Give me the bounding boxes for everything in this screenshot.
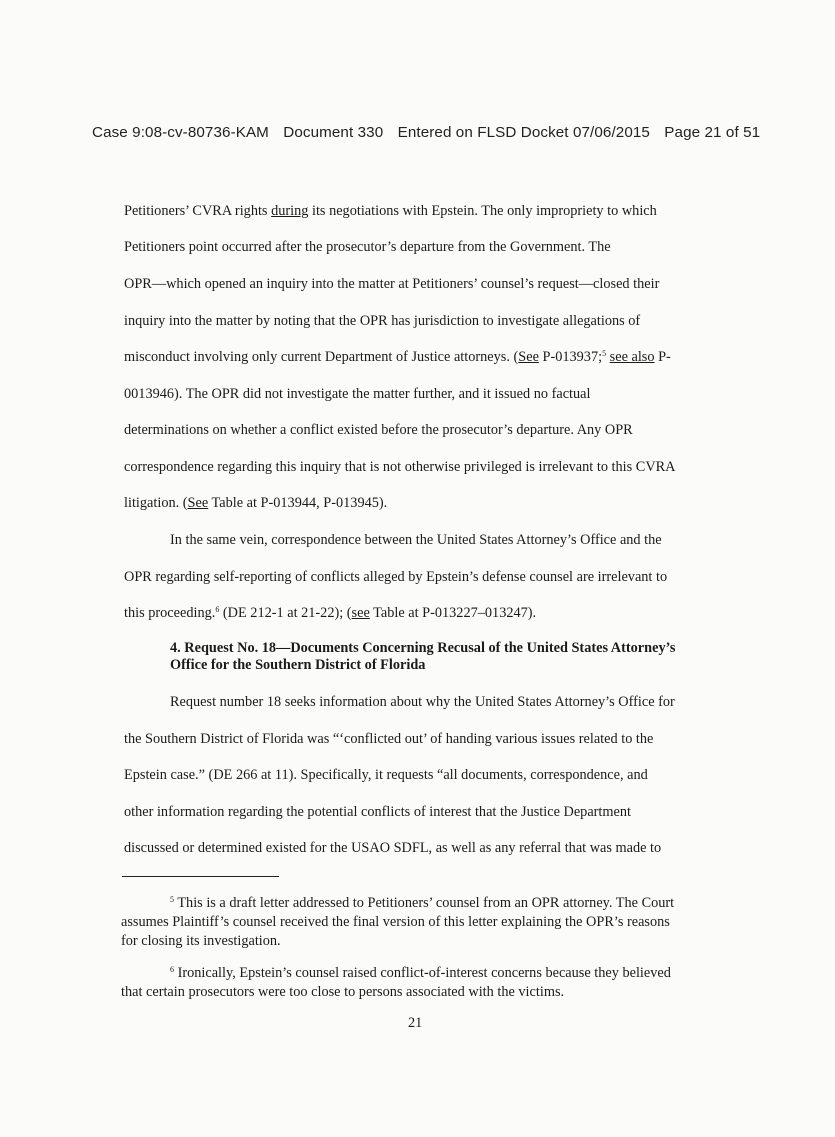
text-line (124, 604, 536, 622)
citation-signal: See (518, 349, 539, 365)
text-span: Petitioners’ CVRA rights (124, 203, 272, 219)
footnote-line (170, 894, 674, 912)
heading-line: 4. Request No. 18—Documents Concerning Recusal of the United States Attorney’s (170, 640, 676, 656)
document-number: Document 330 (283, 124, 384, 141)
text-line: determinations on whether a conflict existed before the prosecutor’s departure. Any OPR (124, 422, 633, 438)
text-line: Request number 18 seeks information about why the United States Attorney’s Office for (170, 694, 675, 710)
text-span: (DE 212-1 at 21-22); ( (219, 605, 352, 621)
footnote-number: 6 (170, 965, 174, 974)
footnote-line (170, 964, 671, 982)
text-span: Table at P-013227–013247). (369, 605, 537, 621)
footnote-ref: 6 (215, 605, 220, 614)
text-span: This is a draft letter addressed to Petitioners’ counsel from an OPR attorney. The Court (177, 895, 675, 911)
heading-line: Office for the Southern District of Florida (170, 657, 426, 673)
citation-signal: see (351, 605, 370, 621)
underlined-text: during (271, 203, 309, 219)
text-span: Ironically, Epstein’s counsel raised conflict-of-interest concerns because they believed (177, 965, 671, 981)
text-span: Table at P-013944, P-013945). (208, 495, 388, 511)
text-line: OPR—which opened an inquiry into the matter at Petitioners’ counsel’s request—closed their (124, 276, 660, 292)
case-number: Case 9:08-cv-80736-KAM (92, 124, 269, 141)
page-number: 21 (408, 1015, 423, 1031)
citation-signal: see also (609, 349, 655, 365)
footnote-number: 5 (170, 895, 174, 904)
text-line: correspondence regarding this inquiry that is not otherwise privileged is irrelevant to this CVRA (124, 459, 676, 475)
text-span: P- (654, 349, 671, 365)
text-line: Petitioners point occurred after the prosecutor’s departure from the Government. The (124, 239, 611, 255)
section-heading (170, 640, 675, 674)
text-span: misconduct involving only current Department of Justice attorneys. ( (124, 349, 519, 365)
text-line: 0013946). The OPR did not investigate the matter further, and it issued no factual (124, 386, 591, 402)
text-line: Epstein case.” (DE 266 at 11). Specifically, it requests “all documents, correspondence, and (124, 767, 648, 783)
text-span: its negotiations with Epstein. The only impropriety to which (308, 203, 657, 219)
text-span: this proceeding. (124, 605, 216, 621)
text-line: discussed or determined existed for the USAO SDFL, as well as any referral that was made to (124, 840, 662, 856)
text-line: In the same vein, correspondence between the United States Attorney’s Office and the (170, 532, 662, 548)
docket-header (92, 124, 770, 141)
footnote-line: that certain prosecutors were too close to persons associated with the victims. (121, 984, 565, 1000)
text-line: inquiry into the matter by noting that the OPR has jurisdiction to investigate allegations of (124, 313, 641, 329)
text-line: other information regarding the potential conflicts of interest that the Justice Department (124, 804, 631, 820)
text-line (124, 348, 671, 366)
footnote-ref: 5 (602, 349, 607, 358)
text-line: OPR regarding self-reporting of conflicts alleged by Epstein’s defense counsel are irrelevant to (124, 569, 668, 585)
footnote-line: for closing its investigation. (121, 933, 281, 949)
entered-date: Entered on FLSD Docket 07/06/2015 (397, 124, 650, 141)
text-span: P-013937; (538, 349, 603, 365)
footnote-divider (122, 876, 279, 877)
footnote-line: assumes Plaintiff’s counsel received the final version of this letter explaining the OPR’s reasons (121, 914, 670, 930)
text-line: the Southern District of Florida was “‘conflicted out’ of handing various issues related to the (124, 731, 654, 747)
citation-signal: See (187, 495, 209, 511)
text-line (124, 202, 657, 220)
text-span: litigation. ( (124, 495, 188, 511)
text-line (124, 494, 387, 512)
page-indicator: Page 21 of 51 (664, 124, 761, 141)
